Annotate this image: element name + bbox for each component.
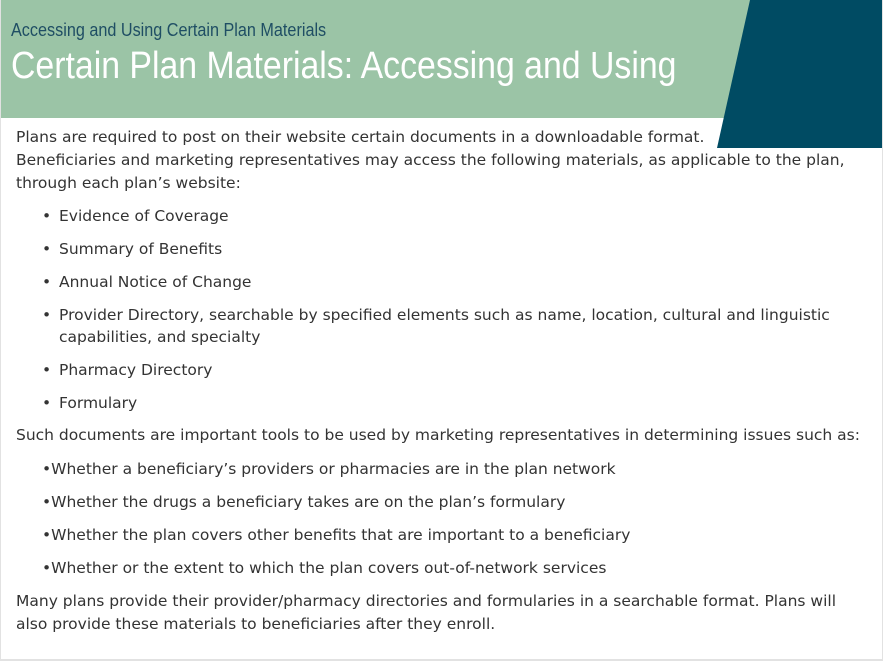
intro-text-line-1: Plans are required to post on their website certain documents in a downloadable format. bbox=[16, 128, 705, 146]
list-item bbox=[16, 205, 849, 227]
content-body bbox=[16, 126, 864, 636]
issues-list bbox=[16, 458, 864, 579]
intro-text-line-2: Beneficiaries and marketing representatives may access the following materials, as applicable to the plan, through each plan’s website: bbox=[16, 151, 845, 192]
list-item: •Whether or the extent to which the plan covers out-of-network services bbox=[42, 559, 607, 577]
list-item-text: Provider Directory, searchable by specified elements such as name, location, cultural and linguistic capabilities, and specialty bbox=[59, 306, 830, 346]
list-item bbox=[16, 271, 849, 293]
module-title: Accessing and Using Certain Plan Materials bbox=[11, 20, 327, 40]
list-item-text: Evidence of Coverage bbox=[59, 207, 229, 225]
list-item bbox=[16, 392, 849, 414]
closing-text: Many plans provide their provider/pharmacy directories and formularies in a searchable format. Plans will also provide these materials to beneficiaries after they enroll. bbox=[16, 592, 837, 633]
list-item: •Whether a beneficiary’s providers or pharmacies are in the plan network bbox=[42, 460, 616, 478]
list-item-text: Pharmacy Directory bbox=[59, 361, 213, 379]
bullet-icon: • bbox=[42, 240, 52, 258]
list-item-text: Annual Notice of Change bbox=[59, 273, 252, 291]
list-item: •Whether the plan covers other benefits that are important to a beneficiary bbox=[42, 526, 631, 544]
bullet-icon: • bbox=[42, 394, 52, 412]
bullet-icon: • bbox=[42, 207, 52, 225]
list-item: •Whether the drugs a beneficiary takes are on the plan’s formulary bbox=[42, 493, 566, 511]
list-item-text: Formulary bbox=[59, 394, 138, 412]
list-item bbox=[16, 359, 849, 381]
list-item bbox=[16, 304, 849, 348]
list-item bbox=[16, 238, 849, 260]
page-title: Certain Plan Materials: Accessing and Using bbox=[11, 45, 677, 87]
bullet-icon: • bbox=[42, 361, 52, 379]
issues-intro-text: Such documents are important tools to be used by marketing representatives in determining issues such as: bbox=[16, 426, 860, 444]
materials-list bbox=[16, 205, 864, 414]
list-item-text: Summary of Benefits bbox=[59, 240, 223, 258]
bullet-icon: • bbox=[42, 306, 52, 324]
bullet-icon: • bbox=[42, 273, 52, 291]
